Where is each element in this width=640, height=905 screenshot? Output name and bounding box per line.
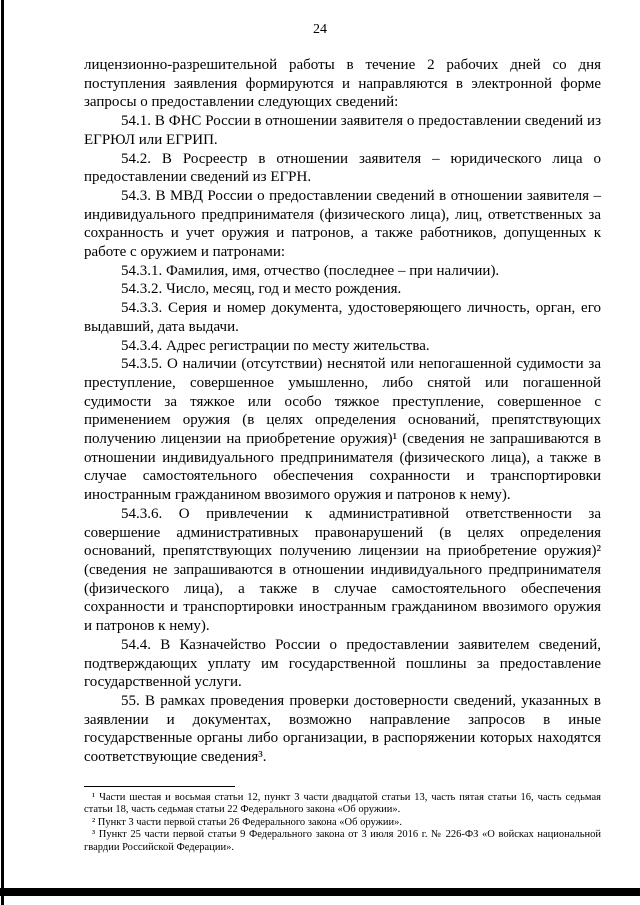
paragraph-54-3-4: 54.3.4. Адрес регистрации по месту жительства. bbox=[121, 337, 430, 354]
scan-artifact-left-edge bbox=[1, 0, 4, 905]
paragraph-54-3: 54.3. В МВД России о предоставлении сведений в отношении заявителя – индивидуального предпринимателя (физического лица), лиц, ответственных за сохранность и учет оружия и патронов, а также работников, допущенных к работе с оружием и патронами: bbox=[84, 187, 601, 261]
paragraph-continuation: лицензионно-разрешительной работы в течение 2 рабочих дней со дня поступления заявления формируются и направляются в электронной форме запросы о предоставлении следующих сведений: bbox=[84, 57, 601, 111]
footnotes-section bbox=[84, 786, 601, 854]
page-number: 24 bbox=[313, 22, 327, 37]
footnote-2: ² Пункт 3 части первой статьи 26 Федерального закона «Об оружии». bbox=[92, 816, 402, 828]
paragraph-54-1: 54.1. В ФНС России в отношении заявителя о предоставлении сведений из ЕГРЮЛ или ЕГРИП. bbox=[84, 113, 601, 148]
document-body bbox=[84, 56, 601, 767]
footnote-3: ³ Пункт 25 части первой статьи 9 Федерального закона от 3 июля 2016 г. № 226-ФЗ «О войсках национальной гвардии Российской Федерации». bbox=[84, 829, 601, 853]
paragraph-54-3-3: 54.3.3. Серия и номер документа, удостоверяющего личность, орган, его выдавший, дата выдачи. bbox=[84, 300, 601, 335]
footnote-1: ¹ Части шестая и восьмая статьи 12, пункт 3 части двадцатой статьи 13, часть пятая статьи 16, часть седьмая статьи 18, часть седьмая статьи 22 Федерального закона «Об оружии». bbox=[84, 792, 601, 816]
paragraph-55: 55. В рамках проведения проверки достоверности сведений, указанных в заявлении и документах, возможно направление запросов в иные государственные органы либо организации, в распоряжении которых находятся соответствующие сведения³. bbox=[84, 692, 601, 766]
footnote-separator bbox=[84, 786, 235, 787]
paragraph-54-2: 54.2. В Росреестр в отношении заявителя – юридического лица о предоставлении сведений из ЕГРН. bbox=[84, 150, 601, 186]
paragraph-54-3-5: 54.3.5. О наличии (отсутствии) неснятой или непогашенной судимости за преступление, совершенное умышленно, либо снятой или погашенной судимости за тяжкое или особо тяжкое преступление, совершенное с применением оружия (в целях определения оснований, препятствующих получению лицензии на приобретение оружия)¹ (сведения не запрашиваются в отношении индивидуального предпринимателя (физического лица), а также в случае самостоятельного обеспечения сохранности и транспортировки иностранным гражданином ввозимого оружия и патронов к нему). bbox=[84, 356, 601, 504]
paragraph-54-4: 54.4. В Казначейство России о предоставлении заявителем сведений, подтверждающих уплату им государственной пошлины за предоставление государственной услуги. bbox=[84, 636, 601, 691]
paragraph-54-3-2: 54.3.2. Число, месяц, год и место рождения. bbox=[121, 281, 402, 298]
scan-artifact-bottom-edge bbox=[0, 888, 640, 896]
paragraph-54-3-6: 54.3.6. О привлечении к административной ответственности за совершение административных правонарушений (в целях определения оснований, препятствующих получению лицензии на приобретение оружия)² (сведения не запрашиваются в отношении индивидуального предпринимателя (физического лица), а также в случае самостоятельного обеспечения сохранности и транспортировки иностранным гражданином ввозимого оружия и патронов к нему). bbox=[84, 505, 601, 635]
paragraph-54-3-1: 54.3.1. Фамилия, имя, отчество (последнее – при наличии). bbox=[121, 262, 500, 279]
